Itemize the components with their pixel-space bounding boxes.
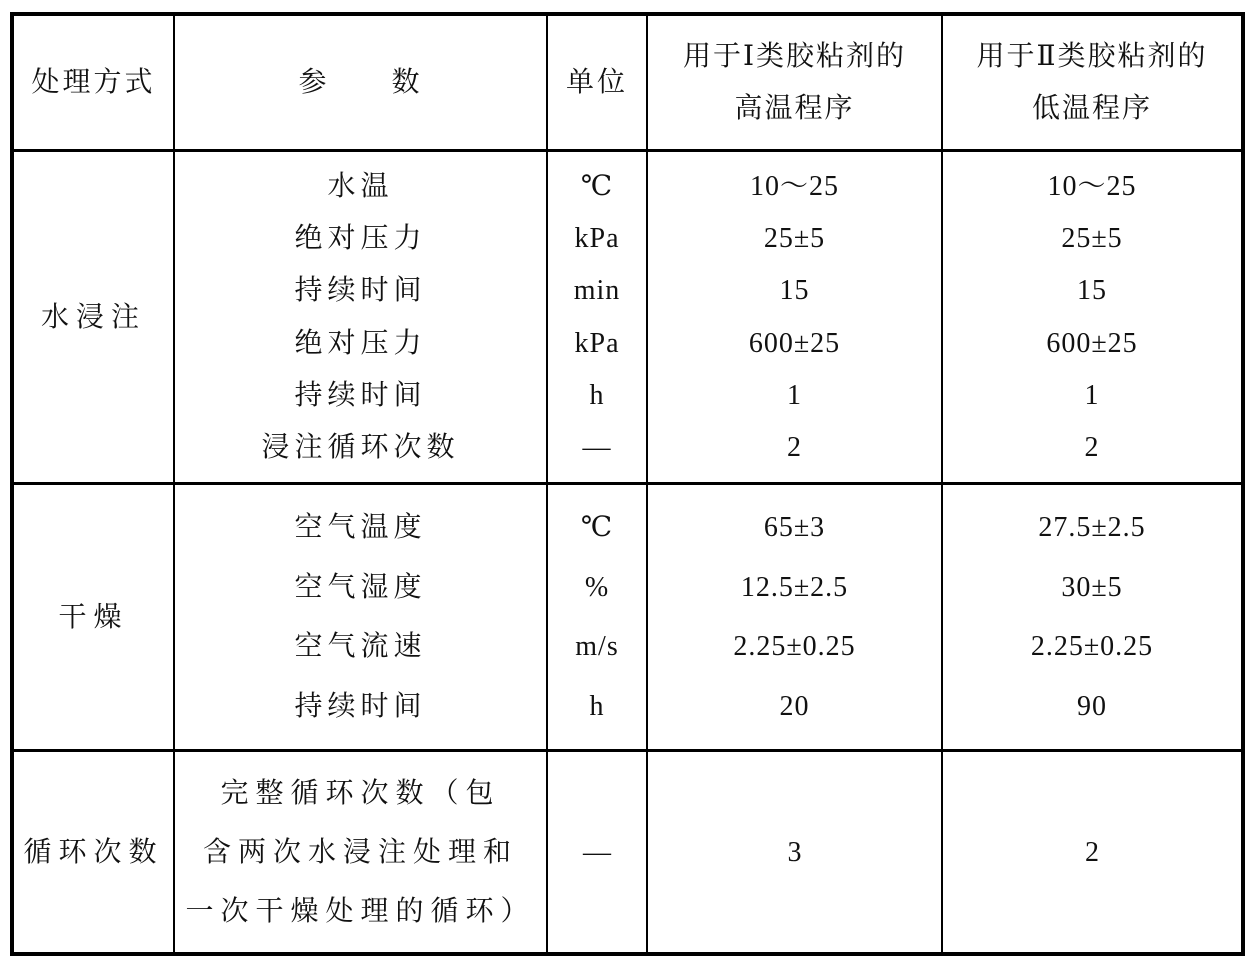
method-label-cycle-count: 循环次数 — [12, 751, 174, 955]
col-header-unit: 单位 — [547, 14, 647, 151]
value-high: 600±25 — [748, 327, 841, 359]
section-drying — [12, 484, 1243, 751]
section-water-immersion — [12, 151, 1243, 484]
value-low: 1 — [1084, 379, 1100, 411]
value-low: 27.5±2.5 — [1038, 511, 1146, 543]
value-low: 90 — [1077, 691, 1107, 723]
param-label: 水温 — [327, 171, 394, 203]
param-label: 浸注循环次数 — [261, 431, 460, 463]
param-label: 持续时间 — [294, 691, 427, 723]
value-high: 2 — [787, 431, 802, 463]
value-low: 600±25 — [1046, 327, 1138, 359]
treatment-parameters-table — [10, 12, 1245, 956]
value-high: 12.5±2.5 — [740, 571, 849, 603]
note-line: 一次干燥处理的循环） — [185, 895, 536, 927]
col-header-low-temp-program — [942, 14, 1243, 151]
high-temp-values — [648, 152, 941, 482]
param-label: 空气湿度 — [294, 571, 427, 603]
unit-column — [548, 485, 646, 749]
value-high: 3 — [647, 751, 942, 955]
low-temp-values — [943, 485, 1241, 749]
method-label-drying: 干燥 — [12, 484, 174, 751]
header-line: 低温程序 — [1031, 92, 1152, 124]
method-label-water-immersion: 水浸注 — [12, 151, 174, 484]
param-label: 持续时间 — [294, 379, 427, 411]
value-low: 25±5 — [1061, 223, 1123, 255]
unit-label: — — [547, 751, 647, 955]
param-label: 绝对压力 — [294, 223, 427, 255]
param-label: 持续时间 — [294, 275, 427, 307]
unit-label: ℃ — [580, 511, 614, 543]
value-low: 2 — [1084, 431, 1100, 463]
value-high: 1 — [787, 379, 802, 411]
value-low: 10～25 — [1047, 171, 1137, 203]
header-row — [12, 14, 1243, 151]
col-header-parameter: 参 数 — [174, 14, 547, 151]
value-high: 2.25±0.25 — [733, 631, 856, 663]
unit-label: h — [589, 691, 605, 723]
value-high: 15 — [779, 275, 810, 307]
header-line: 用于Ⅱ类胶粘剂的 — [976, 40, 1208, 72]
cycle-note — [175, 752, 546, 952]
unit-label: ℃ — [580, 171, 614, 203]
header-line: 用于Ⅰ类胶粘剂的 — [682, 40, 907, 72]
value-high: 20 — [779, 691, 810, 723]
high-temp-values — [648, 485, 941, 749]
unit-label: h — [589, 379, 605, 411]
header-line: 高温程序 — [734, 92, 855, 124]
value-low: 15 — [1077, 275, 1107, 307]
unit-label: % — [584, 571, 610, 603]
param-label: 空气温度 — [294, 511, 427, 543]
unit-label: kPa — [574, 223, 620, 255]
param-column — [175, 152, 546, 482]
value-high: 10～25 — [749, 171, 839, 203]
value-high: 65±3 — [763, 511, 826, 543]
section-cycle-count — [12, 751, 1243, 955]
unit-label: — — [582, 431, 612, 463]
low-temp-values — [943, 152, 1241, 482]
value-low: 2 — [942, 751, 1243, 955]
value-low: 2.25±0.25 — [1030, 631, 1154, 663]
value-low: 30±5 — [1061, 571, 1123, 603]
param-label: 绝对压力 — [294, 327, 427, 359]
unit-column — [548, 152, 646, 482]
unit-label: kPa — [574, 327, 620, 359]
param-label: 空气流速 — [294, 631, 427, 663]
value-high: 25±5 — [763, 223, 826, 255]
col-header-method: 处理方式 — [12, 14, 174, 151]
unit-label: min — [573, 275, 621, 307]
note-line: 含两次水浸注处理和 — [202, 836, 518, 868]
param-column — [175, 485, 546, 749]
unit-label: m/s — [575, 631, 619, 663]
note-line: 完整循环次数（包 — [220, 777, 501, 809]
col-header-high-temp-program — [647, 14, 942, 151]
